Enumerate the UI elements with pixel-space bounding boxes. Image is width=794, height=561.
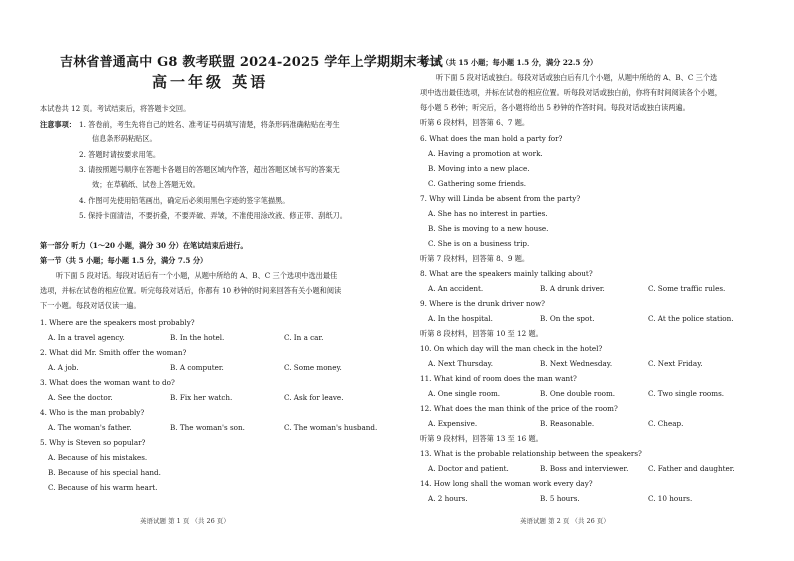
option-b: B. Boss and interviewer. bbox=[540, 464, 629, 473]
option-a: A. 2 hours. bbox=[428, 494, 468, 503]
question-8: 8. What are the speakers mainly talking about? bbox=[420, 269, 593, 278]
question-9: 9. Where is the drunk driver now? bbox=[420, 299, 545, 308]
option-a: A. A job. bbox=[48, 363, 79, 372]
section1-directions: 下一小题。每段对话仅读一遍。 bbox=[40, 301, 141, 310]
option-a: A. The woman's father. bbox=[48, 423, 132, 432]
option-b: B. 5 hours. bbox=[540, 494, 580, 503]
option-b: B. A computer. bbox=[170, 363, 224, 372]
option-c: C. Cheap. bbox=[648, 419, 684, 428]
exam-subtitle: 高一年级 英语 bbox=[152, 73, 269, 91]
option-a: A. Next Thursday. bbox=[428, 359, 493, 368]
notice-line: 4. 作图可先使用铅笔画出，确定后必须用黑色字迹的签字笔描黑。 bbox=[79, 196, 290, 205]
notice-line: 3. 请按照题号顺序在答题卡各题目的答题区域内作答，超出答题区域书写的答案无 bbox=[79, 165, 340, 174]
notice-label: 注意事项： bbox=[40, 120, 76, 129]
notice-line: 2. 答题时请按要求用笔。 bbox=[79, 150, 161, 159]
option-b: B. One double room. bbox=[540, 389, 616, 398]
option-b: B. She is moving to a new house. bbox=[428, 224, 549, 233]
option-c: C. Some money. bbox=[284, 363, 342, 372]
part1-heading: 第一部分 听力（1～20 小题，满分 30 分）在笔试结束后进行。 bbox=[40, 241, 248, 250]
exam-title: 吉林省普通高中 G8 教考联盟 2024-2025 学年上学期期末考试 bbox=[60, 55, 444, 70]
listening-instruction: 听第 9 段材料，回答第 13 至 16 题。 bbox=[420, 434, 543, 443]
question-10: 10. On which day will the man check in the hotel? bbox=[420, 344, 603, 353]
option-b: B. On the spot. bbox=[540, 314, 595, 323]
question-7: 7. Why will Linda be absent from the party? bbox=[420, 194, 581, 203]
option-a: A. Doctor and patient. bbox=[428, 464, 509, 473]
option-a: A. She has no interest in parties. bbox=[428, 209, 548, 218]
section1-directions: 听下面 5 段对话。每段对话后有一个小题，从题中所给的 A、B、C 三个选项中选出最佳 bbox=[56, 271, 338, 280]
page-2 bbox=[420, 0, 772, 561]
listening-instruction: 听第 7 段材料，回答第 8、9 题。 bbox=[420, 254, 530, 263]
option-c: C. Two single rooms. bbox=[648, 389, 725, 398]
option-a: A. See the doctor. bbox=[48, 393, 113, 402]
option-a: A. One single room. bbox=[428, 389, 501, 398]
option-c: C. Father and daughter. bbox=[648, 464, 735, 473]
option-a: A. Because of his mistakes. bbox=[48, 453, 148, 462]
question-12: 12. What does the man think of the price of the room? bbox=[420, 404, 618, 413]
option-c: C. The woman's husband. bbox=[284, 423, 378, 432]
question-4: 4. Who is the man probably? bbox=[40, 408, 145, 417]
question-6: 6. What does the man hold a party for? bbox=[420, 134, 563, 143]
option-c: C. Gathering some friends. bbox=[428, 179, 527, 188]
section2-directions: 项中选出最佳选项，并标在试卷的相应位置。听每段对话或独白前，你将有时间阅读各个小题， bbox=[420, 88, 722, 97]
section1-directions: 选项，并标在试卷的相应位置。听完每段对话后，你都有 10 秒钟的时间来回答有关小题和阅读 bbox=[40, 286, 342, 295]
section2-directions: 听下面 5 段对话或独白。每段对话或独白后有几个小题，从题中所给的 A、B、C 三个选 bbox=[436, 73, 718, 82]
option-b: B. Next Wednesday. bbox=[540, 359, 613, 368]
option-a: A. An accident. bbox=[428, 284, 484, 293]
question-14: 14. How long shall the woman work every day? bbox=[420, 479, 593, 488]
option-c: C. She is on a business trip. bbox=[428, 239, 530, 248]
option-b: B. The woman's son. bbox=[170, 423, 245, 432]
notice-line: 5. 保持卡面清洁，不要折叠，不要弄破、弄皱，不准使用涂改液、修正带、刮纸刀。 bbox=[79, 211, 347, 220]
section2-directions: 每小题 5 秒钟；听完后，各小题将给出 5 秒钟的作答时间。每段对话或独白读两遍。 bbox=[420, 103, 690, 112]
listening-instruction: 听第 8 段材料，回答第 10 至 12 题。 bbox=[420, 329, 543, 338]
notice-line: 信息条形码粘贴区。 bbox=[92, 134, 157, 143]
option-c: C. Some traffic rules. bbox=[648, 284, 726, 293]
option-c: C. Next Friday. bbox=[648, 359, 703, 368]
option-b: B. Reasonable. bbox=[540, 419, 595, 428]
question-5: 5. Why is Steven so popular? bbox=[40, 438, 146, 447]
question-3: 3. What does the woman want to do? bbox=[40, 378, 175, 387]
page-footer: 英语试题 第 1 页 （共 26 页） bbox=[140, 517, 230, 525]
option-c: C. Because of his warm heart. bbox=[48, 483, 158, 492]
option-b: B. Fix her watch. bbox=[170, 393, 233, 402]
option-b: B. In the hotel. bbox=[170, 333, 225, 342]
intro-text: 本试卷共 12 页。考试结束后，将答题卡交回。 bbox=[40, 104, 191, 113]
option-b: B. Because of his special hand. bbox=[48, 468, 161, 477]
option-c: C. 10 hours. bbox=[648, 494, 693, 503]
option-b: B. Moving into a new place. bbox=[428, 164, 530, 173]
listening-instruction: 听第 6 段材料，回答第 6、7 题。 bbox=[420, 118, 530, 127]
option-a: A. Having a promotion at work. bbox=[428, 149, 543, 158]
option-a: A. In the hospital. bbox=[428, 314, 493, 323]
page-footer: 英语试题 第 2 页 （共 26 页） bbox=[520, 517, 610, 525]
section2-heading: 第二节（共 15 小题；每小题 1.5 分，满分 22.5 分） bbox=[420, 58, 598, 67]
option-a: A. Expensive. bbox=[428, 419, 478, 428]
option-c: C. Ask for leave. bbox=[284, 393, 344, 402]
question-2: 2. What did Mr. Smith offer the woman? bbox=[40, 348, 187, 357]
option-b: B. A drunk driver. bbox=[540, 284, 605, 293]
section1-heading: 第一节（共 5 小题；每小题 1.5 分，满分 7.5 分） bbox=[40, 256, 208, 265]
question-13: 13. What is the probable relationship between the speakers? bbox=[420, 449, 642, 458]
option-c: C. In a car. bbox=[284, 333, 324, 342]
question-1: 1. Where are the speakers most probably? bbox=[40, 318, 195, 327]
notice-line: 效；在草稿纸、试卷上答题无效。 bbox=[92, 180, 200, 189]
page-1 bbox=[40, 0, 444, 561]
option-a: A. In a travel agency. bbox=[48, 333, 125, 342]
option-c: C. At the police station. bbox=[648, 314, 734, 323]
notice-line: 1. 答卷前，考生先将自己的姓名、准考证号码填写清楚，将条形码准确粘贴在考生 bbox=[79, 120, 340, 129]
question-11: 11. What kind of room does the man want? bbox=[420, 374, 577, 383]
